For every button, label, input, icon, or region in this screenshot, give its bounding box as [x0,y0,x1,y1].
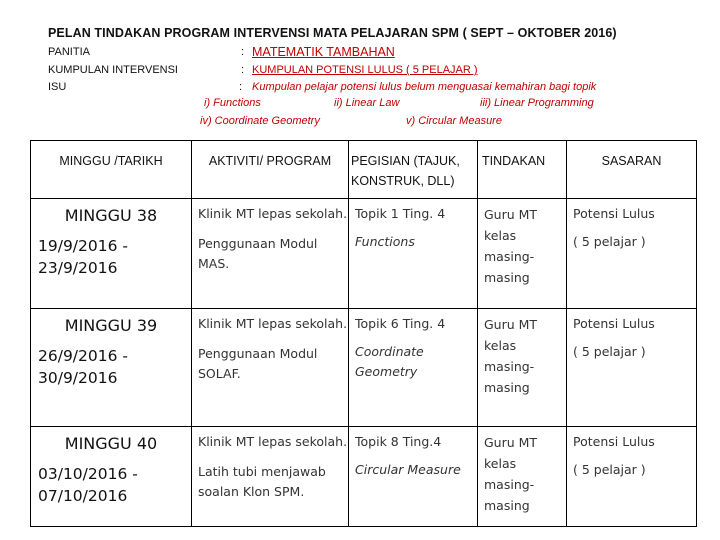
activity-1: Klinik MT lepas sekolah. [198,206,348,221]
target-1: Potensi Lulus [573,316,655,331]
topic-subtitle: Circular Measure [355,462,461,477]
activity-2: Latih tubi menjawab soalan Klon SPM. [198,464,326,499]
topic-cell [349,427,478,527]
table-row [31,427,697,527]
activity-2: Penggunaan Modul SOLAF. [198,346,318,381]
isu-topic-3: iii) Linear Programming [480,97,594,109]
meta-kumpulan [48,64,648,78]
week-date: 03/10/2016 - 07/10/2016 [38,465,138,505]
week-cell [31,199,192,309]
week-date: 26/9/2016 - 30/9/2016 [38,347,128,387]
meta-panitia [48,46,648,60]
action-cell [478,427,567,527]
target-cell [567,309,697,427]
table-row [31,309,697,427]
topic-cell [349,309,478,427]
topic-cell [349,199,478,309]
isu-topic-5: v) Circular Measure [406,115,502,127]
isu-topic-2: ii) Linear Law [334,97,400,109]
week-date: 19/9/2016 - 23/9/2016 [38,237,128,277]
topic-label: Topik 8 Ting.4 [355,434,442,449]
activity-1: Klinik MT lepas sekolah. [198,434,348,449]
meta-colon: : [239,81,243,93]
target-2: ( 5 pelajar ) [573,462,646,477]
header-pegisian: PEGISIAN (TAJUK, KONSTRUK, DLL) [349,141,478,199]
meta-isu [48,81,668,95]
week-label: MINGGU 39 [64,316,158,335]
week-label: MINGGU 38 [64,206,158,225]
isu-topic-4: iv) Coordinate Geometry [200,115,320,127]
action-text: Guru MT kelas masing-masing [484,435,538,513]
target-1: Potensi Lulus [573,206,655,221]
action-text: Guru MT kelas masing-masing [484,317,538,395]
target-2: ( 5 pelajar ) [573,234,646,249]
meta-label-panitia: PANITIA [48,46,90,58]
header-sasaran: SASARAN [567,141,697,199]
action-cell [478,199,567,309]
table-row [31,199,697,309]
meta-label-kumpulan: KUMPULAN INTERVENSI [48,64,178,76]
meta-value-kumpulan: KUMPULAN POTENSI LULUS ( 5 PELAJAR ) [252,64,478,76]
topic-label: Topik 1 Ting. 4 [355,206,446,221]
meta-label-isu: ISU [48,81,67,93]
target-cell [567,427,697,527]
header-minggu: MINGGU /TARIKH [31,141,192,199]
target-cell [567,199,697,309]
header-tindakan: TINDAKAN [478,141,567,199]
isu-topic-1: i) Functions [204,97,261,109]
activity-cell [192,427,349,527]
activity-2: Penggunaan Modul MAS. [198,236,318,271]
meta-colon: : [241,46,245,58]
meta-value-isu: Kumpulan pelajar potensi lulus belum menguasai kemahiran bagi topik [252,81,597,93]
activity-1: Klinik MT lepas sekolah. [198,316,348,331]
week-label: MINGGU 40 [64,434,158,453]
week-cell [31,309,192,427]
action-text: Guru MT kelas masing-masing [484,207,538,285]
activity-cell [192,309,349,427]
meta-colon: : [241,64,245,76]
topic-label: Topik 6 Ting. 4 [355,316,446,331]
activity-cell [192,199,349,309]
table-header-row [31,141,697,199]
topic-subtitle: Coordinate Geometry [355,344,424,379]
target-2: ( 5 pelajar ) [573,344,646,359]
action-cell [478,309,567,427]
header-aktiviti: AKTIVITI/ PROGRAM [192,141,349,199]
plan-table [30,140,697,527]
topic-subtitle: Functions [355,234,415,249]
target-1: Potensi Lulus [573,434,655,449]
meta-value-panitia: MATEMATIK TAMBAHAN [252,45,395,59]
week-cell [31,427,192,527]
page-title: PELAN TINDAKAN PROGRAM INTERVENSI MATA PELAJARAN SPM ( SEPT – OKTOBER 2016) [48,26,617,40]
